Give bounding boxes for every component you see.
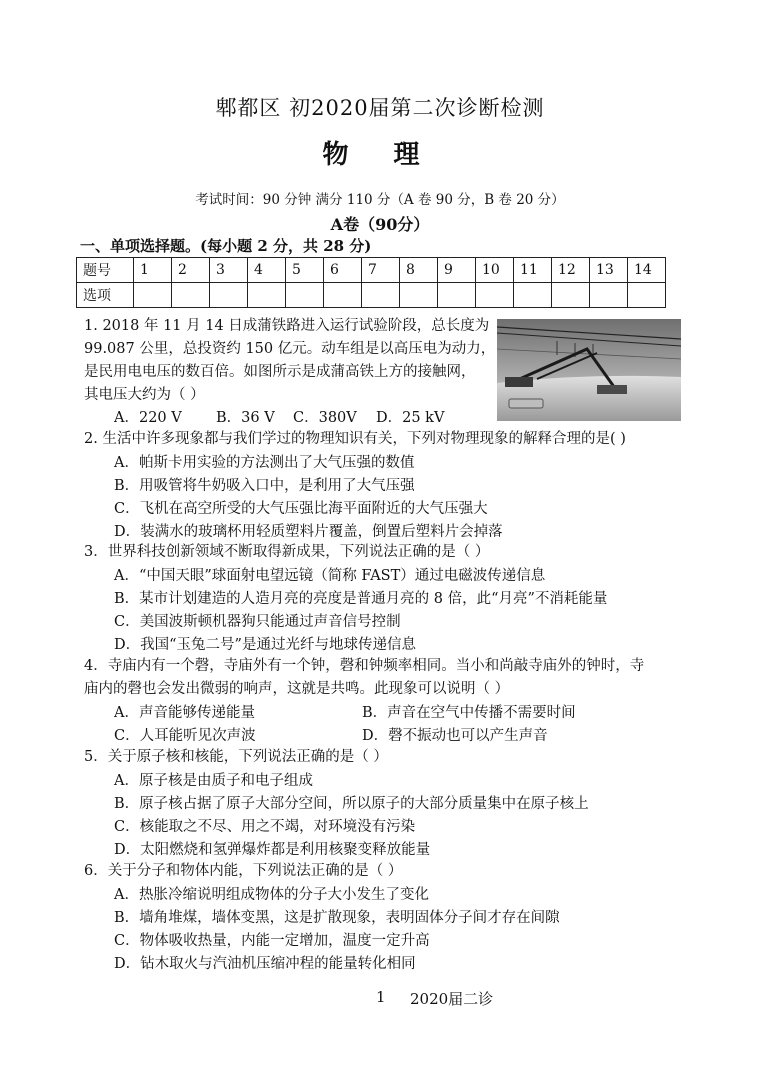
answer-table-number: 2 xyxy=(172,258,210,283)
question-2-option-c: C．飞机在高空所受的大气压强比海平面附近的大气压强大 xyxy=(114,501,488,517)
question-2-option-d: D．装满水的玻璃杯用轻质塑料片覆盖，倒置后塑料片会掉落 xyxy=(114,524,503,540)
answer-table-number: 3 xyxy=(210,258,248,283)
question-1-option-c: C．380V xyxy=(293,410,357,426)
page-number: 1 xyxy=(376,988,386,1006)
answer-cell[interactable] xyxy=(476,283,514,308)
answer-cell[interactable] xyxy=(400,283,438,308)
answer-table-number: 7 xyxy=(362,258,400,283)
question-2-option-b: B．用吸管将牛奶吸入口中，是利用了大气压强 xyxy=(114,478,415,494)
answer-cell[interactable] xyxy=(590,283,628,308)
answer-table-number-row xyxy=(77,258,666,283)
exam-info: 考试时间：90 分钟 满分 110 分（A 卷 90 分，B 卷 20 分） xyxy=(195,192,565,208)
answer-table-number: 5 xyxy=(286,258,324,283)
question-5-option-a: A．原子核是由质子和电子组成 xyxy=(114,773,313,789)
answer-table-number: 10 xyxy=(476,258,514,283)
answer-cell[interactable] xyxy=(248,283,286,308)
answer-table-number: 4 xyxy=(248,258,286,283)
question-2-line: 2. 生活中许多现象都与我们学过的物理知识有关，下列对物理现象的解释合理的是( ) xyxy=(84,431,626,447)
question-4-option-d: D．磬不振动也可以产生声音 xyxy=(362,728,548,744)
answer-cell[interactable] xyxy=(324,283,362,308)
answer-cell[interactable] xyxy=(210,283,248,308)
answer-table-number: 1 xyxy=(134,258,172,283)
answer-table-row-label: 题号 xyxy=(77,258,134,283)
subject-title: 物 理 xyxy=(322,140,438,170)
answer-table-option-row xyxy=(77,283,666,308)
answer-cell[interactable] xyxy=(628,283,666,308)
question-4-option-a: A．声音能够传递能量 xyxy=(114,705,255,721)
question-1-option-b: B．36 V xyxy=(216,410,275,426)
question-2-option-a: A．帕斯卡用实验的方法测出了大气压强的数值 xyxy=(114,455,415,471)
answer-cell[interactable] xyxy=(362,283,400,308)
question-6-option-b: B．墙角堆煤，墙体变黑，这是扩散现象，表明固体分子间才存在间隙 xyxy=(114,910,560,926)
section-heading: 一、单项选择题。(每小题 2 分，共 28 分) xyxy=(80,237,372,255)
question-1-line: 1. 2018 年 11 月 14 日成蒲铁路进入运行试验阶段，总长度为 xyxy=(84,318,490,334)
question-6-option-c: C．物体吸收热量，内能一定增加，温度一定升高 xyxy=(114,933,430,949)
answer-table xyxy=(76,257,666,308)
question-6-line: 6．关于分子和物体内能，下列说法正确的是（ ） xyxy=(84,863,403,879)
question-6-option-a: A．热胀冷缩说明组成物体的分子大小发生了变化 xyxy=(114,887,429,903)
question-5-line: 5．关于原子核和核能，下列说法正确的是（ ） xyxy=(84,749,388,765)
answer-table-number: 6 xyxy=(324,258,362,283)
question-4-line: 4．寺庙内有一个磬，寺庙外有一个钟，磬和钟频率相同。当小和尚敲寺庙外的钟时，寺 xyxy=(84,658,645,674)
question-5-option-b: B．原子核占据了原子大部分空间，所以原子的大部分质量集中在原子核上 xyxy=(114,796,589,812)
answer-table-number: 13 xyxy=(590,258,628,283)
answer-cell[interactable] xyxy=(286,283,324,308)
answer-table-number: 14 xyxy=(628,258,666,283)
catenary-photo xyxy=(497,319,681,421)
answer-cell[interactable] xyxy=(514,283,552,308)
catenary-photo-illustration xyxy=(497,319,681,421)
question-3-option-b: B．某市计划建造的人造月亮的亮度是普通月亮的 8 倍，此“月亮”不消耗能量 xyxy=(114,591,608,607)
question-4-option-c: C．人耳能听见次声波 xyxy=(114,728,256,744)
question-3-line: 3．世界科技创新领域不断取得新成果，下列说法正确的是（ ） xyxy=(84,544,490,560)
question-3-option-a: A．“中国天眼”球面射电望远镜（简称 FAST）通过电磁波传递信息 xyxy=(114,568,546,584)
question-1-option-a: A．220 V xyxy=(114,410,182,426)
question-1-line: 是民用电电压的数百倍。如图所示是成蒲高铁上方的接触网， xyxy=(84,364,476,380)
answer-cell[interactable] xyxy=(134,283,172,308)
answer-table-number: 8 xyxy=(400,258,438,283)
volume-heading: A卷（90分） xyxy=(330,215,430,234)
answer-cell[interactable] xyxy=(172,283,210,308)
question-3-option-c: C．美国波斯顿机器狗只能通过声音信号控制 xyxy=(114,614,401,630)
question-5-option-d: D．太阳燃烧和氢弹爆炸都是利用核聚变释放能量 xyxy=(114,842,431,858)
answer-table-number: 11 xyxy=(514,258,552,283)
answer-cell[interactable] xyxy=(552,283,590,308)
question-1-option-d: D．25 kV xyxy=(376,410,445,426)
exam-title: 郫都区 初2020届第二次诊断检测 xyxy=(215,96,545,120)
answer-table-row-label: 选项 xyxy=(77,283,134,308)
answer-table-number: 9 xyxy=(438,258,476,283)
question-6-option-d: D．钻木取火与汽油机压缩冲程的能量转化相同 xyxy=(114,956,416,972)
question-3-option-d: D．我国“玉兔二号”是通过光纤与地球传递信息 xyxy=(114,637,416,653)
question-5-option-c: C．核能取之不尽、用之不竭，对环境没有污染 xyxy=(114,819,416,835)
question-4-line: 庙内的磬也会发出微弱的响声，这就是共鸣。此现象可以说明（ ） xyxy=(84,681,510,697)
question-1-line: 99.087 公里，总投资约 150 亿元。动车组是以高压电为动力， xyxy=(84,341,496,357)
question-4-option-b: B．声音在空气中传播不需要时间 xyxy=(362,705,576,721)
footer-label: 2020届二诊 xyxy=(410,990,494,1008)
question-1-line: 其电压大约为（ ） xyxy=(84,387,205,403)
answer-table-number: 12 xyxy=(552,258,590,283)
answer-cell[interactable] xyxy=(438,283,476,308)
